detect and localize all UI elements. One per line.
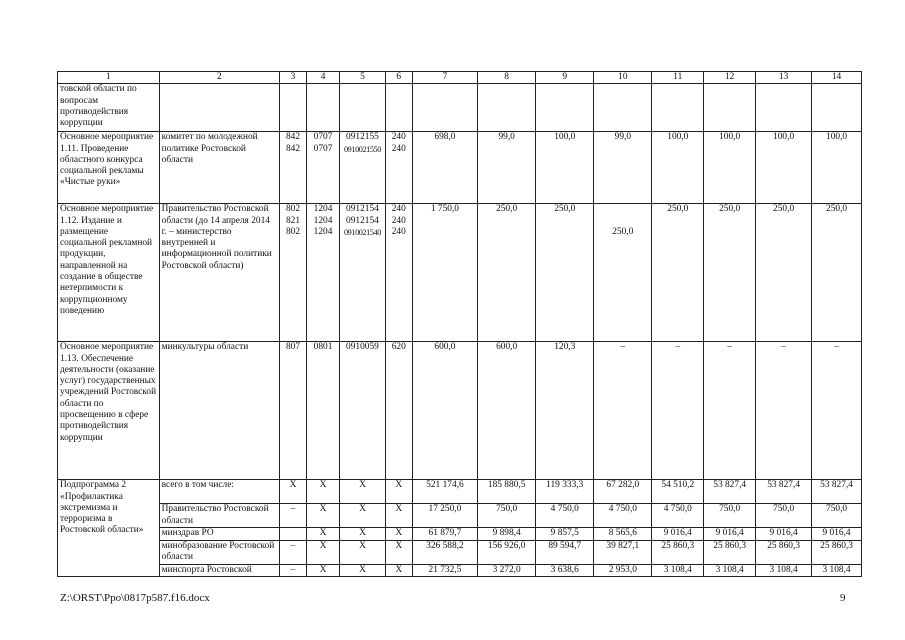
csr-cell: X bbox=[340, 540, 386, 564]
value-cell: 3 272,0 bbox=[478, 564, 536, 576]
header-cell: 6 bbox=[385, 72, 412, 84]
measure-name: Основное мероприятие 1.11. Проведение областного конкурса социальной рекламы «Чистые руки» bbox=[58, 132, 160, 204]
table-row bbox=[58, 84, 862, 132]
header-cell: 9 bbox=[536, 72, 594, 84]
value-cell: 53 827,4 bbox=[704, 480, 756, 504]
value-cell: 89 594,7 bbox=[536, 540, 594, 564]
csr-cell: 0912155 0910021550 bbox=[340, 132, 386, 204]
value-cell: 3 108,4 bbox=[652, 564, 704, 576]
executor: Правительство Ростовской области (до 14 апреля 2014 г. – министерство внутренней и информационной политики Ростовской области) bbox=[159, 204, 279, 342]
rzpr-cell: X bbox=[306, 504, 339, 528]
executor: минобразование Ростовской области bbox=[159, 540, 279, 564]
value-cell: 9 016,4 bbox=[704, 528, 756, 540]
value-cell: 54 510,2 bbox=[652, 480, 704, 504]
table-row bbox=[58, 504, 862, 528]
value-cell: 3 108,4 bbox=[756, 564, 812, 576]
value-cell: 100,0 bbox=[704, 132, 756, 204]
value-cell: 185 880,5 bbox=[478, 480, 536, 504]
value-cell: 250,0 bbox=[704, 204, 756, 342]
vr-cell: 240 240 240 bbox=[385, 204, 412, 342]
value-cell: 750,0 bbox=[704, 504, 756, 528]
rzpr-cell: 0801 bbox=[306, 342, 339, 480]
value-cell: 99,0 bbox=[478, 132, 536, 204]
value-cell: 9 857,5 bbox=[536, 528, 594, 540]
value-cell: 1 750,0 bbox=[412, 204, 477, 342]
value-cell: 250,0 bbox=[812, 204, 862, 342]
executor: всего в том числе: bbox=[159, 480, 279, 504]
rzpr-cell: X bbox=[306, 564, 339, 576]
budget-table bbox=[57, 71, 862, 577]
vr-cell: X bbox=[385, 504, 412, 528]
grbs-cell: X bbox=[279, 480, 306, 504]
table-row bbox=[58, 132, 862, 204]
value-cell: 9 016,4 bbox=[652, 528, 704, 540]
value-cell: 698,0 bbox=[412, 132, 477, 204]
rzpr-cell: X bbox=[306, 540, 339, 564]
header-cell: 1 bbox=[58, 72, 160, 84]
header-cell: 12 bbox=[704, 72, 756, 84]
header-row bbox=[58, 72, 862, 84]
value-cell: 100,0 bbox=[756, 132, 812, 204]
vr-cell: X bbox=[385, 480, 412, 504]
value-cell: 4 750,0 bbox=[594, 504, 652, 528]
subprogram-name: Подпрограмма 2 «Профилактика экстремизма и терроризма в Ростовской области» bbox=[58, 480, 160, 577]
value-cell: 521 174,6 bbox=[412, 480, 477, 504]
grbs-cell: 807 bbox=[279, 342, 306, 480]
value-cell: 25 860,3 bbox=[756, 540, 812, 564]
value-cell: 600,0 bbox=[412, 342, 477, 480]
value-cell: – bbox=[756, 342, 812, 480]
page-number: 9 bbox=[840, 592, 846, 604]
csr-cell: X bbox=[340, 504, 386, 528]
value-cell: 250,0 bbox=[756, 204, 812, 342]
rzpr-cell: 0707 0707 bbox=[306, 132, 339, 204]
value-cell: 9 016,4 bbox=[812, 528, 862, 540]
value-cell: 21 732,5 bbox=[412, 564, 477, 576]
value-cell: – bbox=[812, 342, 862, 480]
value-cell: 2 953,0 bbox=[594, 564, 652, 576]
header-cell: 7 bbox=[412, 72, 477, 84]
header-cell: 13 bbox=[756, 72, 812, 84]
table-row bbox=[58, 540, 862, 564]
measure-name: Основное мероприятие 1.13. Обеспечение деятельности (оказание услуг) государственных учреждений Ростовской области по просвещению в сфере противодействия коррупции bbox=[58, 342, 160, 480]
value-cell: 61 879,7 bbox=[412, 528, 477, 540]
value-cell: 4 750,0 bbox=[536, 504, 594, 528]
value-cell: 156 926,0 bbox=[478, 540, 536, 564]
value-cell: 9 016,4 bbox=[756, 528, 812, 540]
value-cell: 750,0 bbox=[756, 504, 812, 528]
value-cell: 8 565,6 bbox=[594, 528, 652, 540]
csr-cell: X bbox=[340, 564, 386, 576]
value-cell: 100,0 bbox=[812, 132, 862, 204]
value-cell: 119 333,3 bbox=[536, 480, 594, 504]
value-cell: 250,0 bbox=[594, 204, 652, 342]
vr-cell: X bbox=[385, 528, 412, 540]
header-cell: 8 bbox=[478, 72, 536, 84]
executor: минздрав РО bbox=[159, 528, 279, 540]
table-row bbox=[58, 342, 862, 480]
grbs-cell: 842 842 bbox=[279, 132, 306, 204]
executor: комитет по молодежной политике Ростовской области bbox=[159, 132, 279, 204]
value-cell: 600,0 bbox=[478, 342, 536, 480]
header-cell: 10 bbox=[594, 72, 652, 84]
table-row bbox=[58, 204, 862, 342]
header-cell: 3 bbox=[279, 72, 306, 84]
value-cell: 3 108,4 bbox=[704, 564, 756, 576]
grbs-cell: – bbox=[279, 540, 306, 564]
table-row bbox=[58, 528, 862, 540]
value-cell: 100,0 bbox=[652, 132, 704, 204]
value-cell: 67 282,0 bbox=[594, 480, 652, 504]
rzpr-cell: 1204 1204 1204 bbox=[306, 204, 339, 342]
header-cell: 4 bbox=[306, 72, 339, 84]
grbs-cell bbox=[279, 528, 306, 540]
value-cell: 25 860,3 bbox=[812, 540, 862, 564]
value-cell: 99,0 bbox=[594, 132, 652, 204]
measure-name: товской области по вопросам противодействия коррупции bbox=[58, 84, 160, 132]
vr-cell: 240 240 bbox=[385, 132, 412, 204]
value-cell: 9 898,4 bbox=[478, 528, 536, 540]
value-cell: 39 827,1 bbox=[594, 540, 652, 564]
value-cell: 53 827,4 bbox=[812, 480, 862, 504]
table-row bbox=[58, 564, 862, 576]
value-cell: – bbox=[652, 342, 704, 480]
value-cell: 3 108,4 bbox=[812, 564, 862, 576]
value-cell: 25 860,3 bbox=[704, 540, 756, 564]
header-cell: 2 bbox=[159, 72, 279, 84]
value-cell: – bbox=[704, 342, 756, 480]
grbs-cell: – bbox=[279, 564, 306, 576]
value-cell: 53 827,4 bbox=[756, 480, 812, 504]
vr-cell: X bbox=[385, 564, 412, 576]
rzpr-cell: X bbox=[306, 528, 339, 540]
value-cell: 100,0 bbox=[536, 132, 594, 204]
grbs-cell: – bbox=[279, 504, 306, 528]
grbs-cell: 802 821 802 bbox=[279, 204, 306, 342]
csr-cell: X bbox=[340, 480, 386, 504]
measure-name: Основное мероприятие 1.12. Издание и размещение социальной рекламной продукции, направленной на создание в обществе нетерпимости к коррупционному поведению bbox=[58, 204, 160, 342]
vr-cell: X bbox=[385, 540, 412, 564]
value-cell: 120,3 bbox=[536, 342, 594, 480]
value-cell: 750,0 bbox=[812, 504, 862, 528]
value-cell: 250,0 bbox=[536, 204, 594, 342]
csr-cell: X bbox=[340, 528, 386, 540]
executor: минспорта Ростовской bbox=[159, 564, 279, 576]
header-cell: 5 bbox=[340, 72, 386, 84]
value-cell: 25 860,3 bbox=[652, 540, 704, 564]
value-cell: 4 750,0 bbox=[652, 504, 704, 528]
csr-cell: 0912154 0912154 0910021540 bbox=[340, 204, 386, 342]
file-path: Z:\ORST\Ppo\0817p587.f16.docx bbox=[60, 592, 210, 604]
value-cell: 17 250,0 bbox=[412, 504, 477, 528]
header-cell: 14 bbox=[812, 72, 862, 84]
value-cell: 750,0 bbox=[478, 504, 536, 528]
executor: Правительство Ростовской области bbox=[159, 504, 279, 528]
value-cell: 3 638,6 bbox=[536, 564, 594, 576]
vr-cell: 620 bbox=[385, 342, 412, 480]
value-cell: 250,0 bbox=[652, 204, 704, 342]
rzpr-cell: X bbox=[306, 480, 339, 504]
csr-cell: 0910059 bbox=[340, 342, 386, 480]
header-cell: 11 bbox=[652, 72, 704, 84]
value-cell: 326 588,2 bbox=[412, 540, 477, 564]
executor: минкультуры области bbox=[159, 342, 279, 480]
table-row bbox=[58, 480, 862, 504]
value-cell: 250,0 bbox=[478, 204, 536, 342]
value-cell: – bbox=[594, 342, 652, 480]
